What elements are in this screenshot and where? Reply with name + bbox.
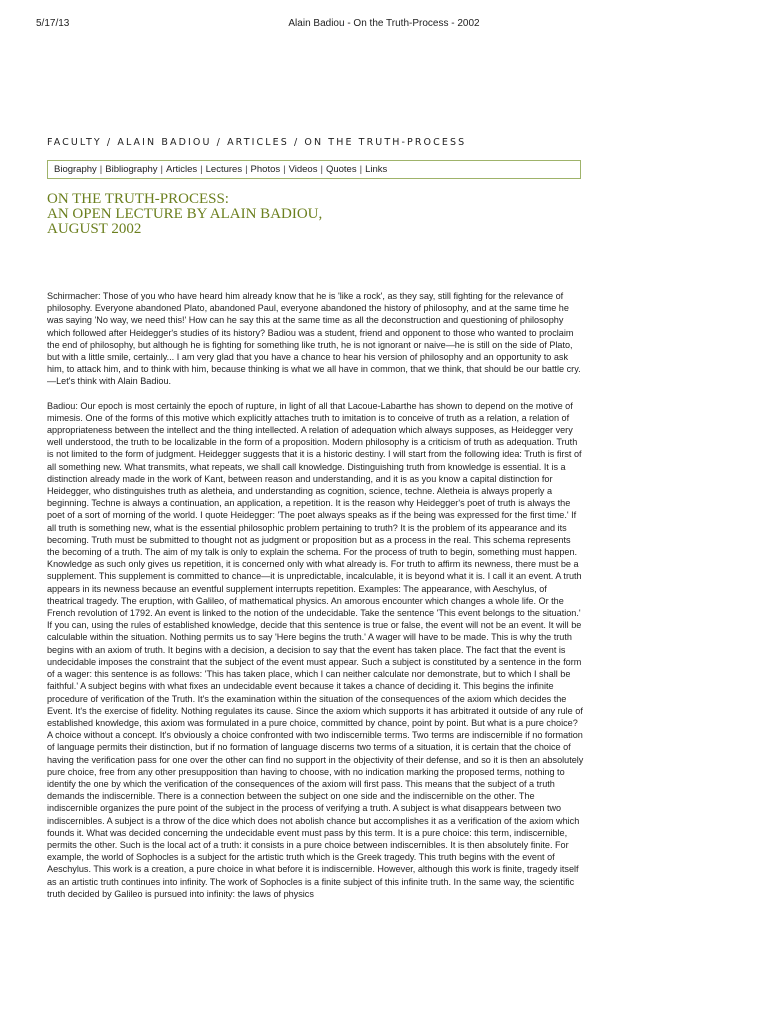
article-title	[47, 192, 607, 237]
nav-item-videos[interactable]: Videos	[288, 164, 318, 175]
article-body	[47, 290, 585, 912]
section-nav	[47, 160, 581, 179]
nav-separator: |	[359, 164, 363, 175]
print-header	[0, 0, 768, 30]
paragraph-lecture: Badiou: Our epoch is most certainly the epoch of rupture, in light of all that Lacoue-Labarthe has shown to depend on the motive of mimesis. One of the forms of this motive which explicitly attaches truth to imitation is to conceive of truth as a relation, a relation of appropriateness between the intellect and the thing intellected. A relation of adequation which always supposes, as Heidegger very well understood, the truth to be localizable in the form of a proposition. Modern philosophy is a criticism of truth as adequation. Truth is not limited to the form of judgment. Heidegger suggests that it is a historic destiny. I will start from the following idea: Truth is first of all something new. What transmits, what repeats, we shall call knowledge. Distinguishing truth from knowledge is essential. It is a distinction already made in the work of Kant, between reason and understanding, and it is as you know a capital distinction for Heidegger, who distinguishes truth as aletheia, and understanding as cognition, science, techne. Aletheia is always properly a beginning. Techne is always a continuation, an application, a repetition. It is the reason why Heidegger's poet of truth is always the poet of a sort of morning of the world. I quote Heidegger: 'The poet always speaks as if the being was expressed for the first time.' If all truth is something new, what is the essential philosophic problem pertaining to truth? It is the problem of its appearance and its becoming. Truth must be submitted to thought not as judgment or proposition but as a process in the real. This schema represents the becoming of a truth. The aim of my talk is only to explain the schema. For the process of truth to begin, something must happen. Knowledge as such only gives us repetition, it is concerned only with what already is. For truth to affirm its newness, there must be a supplement. This supplement is committed to chance—it is unpredictable, incalculable, it is beyond what it is. I call it an event. A truth appears in its newness because an eventful supplement interrupts repetition. Examples: The appearance, with Aeschylus, of theatrical tragedy. The eruption, with Galileo, of mathematical physics. An amorous encounter which changes a whole life. Or the French revolution of 1792. An event is linked to the notion of the undecidable. Take the sentence 'This event belongs to the situation.' If you can, using the rules of established knowledge, decide that this sentence is true or false, the event will not be an event. It will be calculable within the situation. Nothing permits us to say 'Here begins the truth.' A wager will have to be made. This is why the truth begins with an axiom of truth. It begins with a decision, a decision to say that the event has taken place. The fact that the event is undecidable imposes the constraint that the subject of the event must appear. Such a subject is constituted by a sentence in the form of a wager: this sentence is as follows: 'This has taken place, which I can neither calculate nor demonstrate, but to which I shall be faithful.' A subject begins with what fixes an undecidable event because it takes a chance of deciding it. This begins the infinite procedure of verification of the Truth. It's the examination within the situation of the consequences of the axiom which decides the Event. It's the exercise of fidelity. Nothing regulates its cause. Since the axiom which supports it has arbitrated it outside of any rule of established knowledge, this axiom was formulated in a pure choice, committed by chance, point by point. But what is a pure choice? A choice without a concept. It's obviously a choice confronted with two indiscernible terms. Two terms are indiscernible if no formation of language permits their distinction, but if no formation of language discerns two terms of a situation, it is certain that the choice of having the verification pass for one over the other can find no support in the objectivity of their defense, and so it is then an absolutely pure choice, free from any other presupposition than having to choose, with no indication marking the proposed terms, nothing to identify the one by which the verification of the consequences of the axiom will first pass. This means that the subject of a truth demands the indiscernible. There is a connection between the subject on one side and the indiscernible on the other. The indiscernible organizes the pure point of the subject in the process of verifying a truth. A subject is what disappears between two indiscernibles. A subject is a throw of the dice which does not abolish chance but accomplishes it as a verification of the axiom which founds it. What was decided concerning the undecidable event must pass by this term. It is a pure choice: this term, indiscernible, permits the other. Such is the local act of a truth: it consists in a pure choice between indiscernibles. It is then absolutely finite. For example, the world of Sophocles is a subject for the artistic truth which is the Greek tragedy. This truth begins with the event of Aeschylus. This work is a creation, a pure choice in what before it is indiscernible. However, although this work is finite, tragedy itself as an artistic truth continues into infinity. The work of Sophocles is a finite subject of this infinite truth. In the same way, the scientific truth decided by Galileo is pursued into infinity: the laws of physics	[47, 400, 584, 899]
nav-separator: |	[320, 164, 323, 175]
article-title-line: AN OPEN LECTURE BY ALAIN BADIOU,	[47, 206, 323, 222]
print-date: 5/17/13	[36, 18, 70, 29]
nav-separator: |	[245, 164, 248, 175]
nav-item-photos[interactable]: Photos	[250, 164, 281, 175]
print-title: Alain Badiou - On the Truth-Process - 2002	[288, 18, 480, 29]
nav-item-bibliography[interactable]: Bibliography	[105, 164, 158, 175]
article-title-line: AUGUST 2002	[47, 221, 142, 237]
nav-separator: |	[200, 164, 203, 175]
nav-separator: |	[99, 164, 103, 175]
nav-item-quotes[interactable]: Quotes	[325, 164, 357, 175]
nav-item-lectures[interactable]: Lectures	[205, 164, 243, 175]
nav-separator: |	[283, 164, 286, 175]
nav-item-biography[interactable]: Biography	[54, 164, 97, 175]
nav-item-links[interactable]: Links	[365, 164, 388, 175]
paragraph-intro: Schirmacher: Those of you who have heard him already know that he is 'like a rock', as they say, still fighting for the relevance of philosophy. Everyone abandoned Plato, abandoned Paul, everyone abandoned the history of philosophy, and at the same time he was saying 'No way, we need this!' How can he say this at the same time as all the deconstruction and questioning of philosophy which followed after Heidegger's studies of its history? Badiou was a student, friend and opponent to those who wanted to proclaim the end of philosophy, but although he is fighting for something like truth, he is not ignorant or naive—he is still on the side of Plato, but with a little smile, certainly... I am very glad that you have a chance to hear his version of philosophy and an opportunity to ask him, to attack him, and to think with him, because thinking is what we all have in common, that we think, that should be our battle cry.—Let's think with Alain Badiou.	[47, 291, 581, 387]
article-title-line: ON THE TRUTH-PROCESS:	[47, 191, 229, 207]
nav-separator: |	[160, 164, 164, 175]
breadcrumb[interactable]: FACULTY / ALAIN BADIOU / ARTICLES / ON THE TRUTH-PROCESS	[47, 137, 467, 148]
nav-item-articles[interactable]: Articles	[166, 164, 198, 175]
